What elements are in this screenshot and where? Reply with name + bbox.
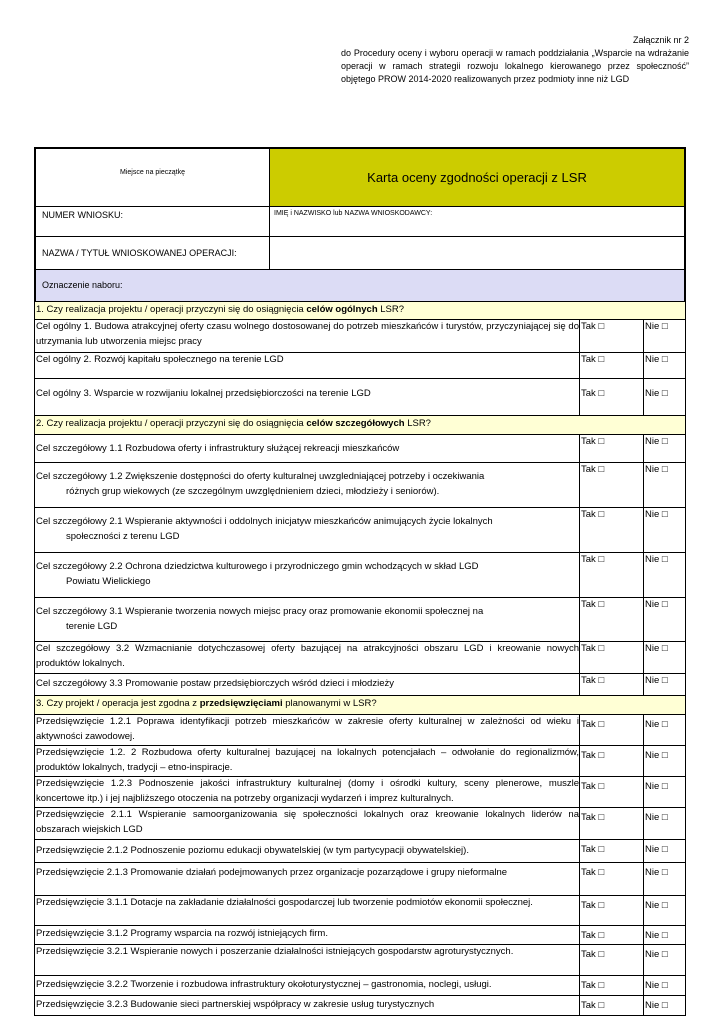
undertaking-text: Przedsięwzięcie 1.2.1 Poprawa identyfikacji potrzeb mieszkańców w zakresie oferty kulturalnej w zależności od wieku i aktywności zawodowej. <box>35 715 580 745</box>
no-checkbox[interactable]: Nie □ <box>645 867 668 878</box>
operation-name-field[interactable] <box>270 237 684 269</box>
table-row <box>35 598 685 642</box>
applicant-name-field[interactable]: IMIĘ i NAZWISKO lub NAZWA WNIOSKODAWCY: <box>274 210 433 217</box>
document-header <box>341 34 689 86</box>
yes-checkbox[interactable]: Tak □ <box>580 642 644 673</box>
no-checkbox[interactable]: Nie □ <box>645 675 668 686</box>
yes-checkbox[interactable]: Tak □ <box>580 746 644 776</box>
undertaking-text: Przedsięwzięcie 3.1.2 Programy wsparcia na rozwój istniejących firm. <box>35 926 580 944</box>
goal-text: Cel ogólny 2. Rozwój kapitału społecznego na terenie LGD <box>35 353 580 378</box>
yes-checkbox[interactable]: Tak □ <box>580 508 644 552</box>
table-row <box>35 863 685 896</box>
yes-checkbox[interactable]: Tak □ <box>580 840 644 862</box>
table-row <box>35 715 685 746</box>
goal-text: Cel szczegółowy 2.1 Wspieranie aktywności i oddolnych inicjatyw mieszkańców animujących życie lokalnych społeczności z terenu LGD <box>35 508 580 552</box>
no-checkbox[interactable]: Nie □ <box>645 781 668 792</box>
yes-checkbox[interactable]: Tak □ <box>580 353 644 378</box>
no-checkbox[interactable]: Nie □ <box>645 900 668 911</box>
goal-text: Cel szczegółowy 3.3 Promowanie postaw przedsiębiorczych wśród dzieci i młodzieży <box>35 674 580 695</box>
yes-checkbox[interactable]: Tak □ <box>580 808 644 839</box>
undertaking-text: Przedsięwzięcie 3.2.3 Budowanie sieci partnerskiej współpracy w zakresie usług turystycznych <box>35 996 580 1015</box>
yes-checkbox[interactable]: Tak □ <box>580 379 644 415</box>
goal-text: Cel szczegółowy 1.2 Zwiększenie dostępności do oferty kulturalnej uwzgledniającej potrzeby i oczekiwania różnych grup wiekowych (ze szczególnym uwzględnieniem dzieci, młodzieży i seniorów). <box>35 463 580 507</box>
no-checkbox[interactable]: Nie □ <box>645 719 668 730</box>
question-2: 2. Czy realizacja projektu / operacji przyczyni się do osiągnięcia celów szczegółowych LSR? <box>35 416 685 435</box>
yes-checkbox[interactable]: Tak □ <box>580 715 644 745</box>
undertaking-text: Przedsięwzięcie 1.2. 2 Rozbudowa oferty kulturalnej bazującej na lokalnych potencjałach – odwołanie do regionalizmów, produktów lokalnych, tradycji – etno-inspiracje. <box>35 746 580 776</box>
table-row <box>35 508 685 553</box>
goal-text: Cel szczegółowy 2.2 Ochrona dziedzictwa kulturowego i przyrodniczego gmin wchodzących w skład LGD Powiatu Wielickiego <box>35 553 580 597</box>
undertaking-text: Przedsięwzięcie 3.2.1 Wspieranie nowych i poszerzanie działalności istniejących gospodarstw agroturystycznych. <box>35 945 580 975</box>
table-row <box>35 996 685 1016</box>
table-row <box>35 320 685 353</box>
undertaking-text: Przedsięwzięcie 2.1.1 Wspieranie samoorganizowania się społeczności lokalnych oraz kreowanie lokalnych liderów na obszarach wiejskich LGD <box>35 808 580 839</box>
yes-checkbox[interactable]: Tak □ <box>580 996 644 1015</box>
undertaking-text: Przedsięwzięcie 1.2.3 Podnoszenie jakości infrastruktury kulturalnej (domy i ośrodki kultury, sceny plenerowe, muszle koncertowe itp.) i jej najbliższego otoczenia na potrzeby organizacji wydarzeń i imprez kulturalnych. <box>35 777 580 807</box>
operation-name-label: NAZWA / TYTUŁ WNIOSKOWANEJ OPERACJI: <box>36 237 270 269</box>
recruitment-field[interactable]: Oznaczenie naboru: <box>36 270 684 310</box>
application-number-field[interactable]: NUMER WNIOSKU: <box>36 207 270 236</box>
annex-description: do Procedury oceny i wyboru operacji w ramach poddziałania „Wsparcie na wdrażanie operacji w ramach strategii rozwoju lokalnego kierowanego przez społeczność” objętego PROW 2014-2020 realizowanych przez podmioty inne niż LGD <box>341 48 689 84</box>
yes-checkbox[interactable]: Tak □ <box>580 435 644 462</box>
goal-text: Cel szczegółowy 3.1 Wspieranie tworzenia nowych miejsc pracy oraz promowanie ekonomii społecznej na terenie LGD <box>35 598 580 641</box>
no-checkbox[interactable]: Nie □ <box>645 643 668 654</box>
table-row <box>35 945 685 976</box>
card-title: Karta oceny zgodności operacji z LSR <box>270 149 684 206</box>
table-row <box>35 808 685 840</box>
table-row <box>35 463 685 508</box>
yes-checkbox[interactable]: Tak □ <box>580 945 644 975</box>
card-header-box <box>34 147 686 312</box>
no-checkbox[interactable]: Nie □ <box>645 509 668 520</box>
no-checkbox[interactable]: Nie □ <box>645 980 668 991</box>
no-checkbox[interactable]: Nie □ <box>645 1000 668 1011</box>
table-row <box>35 379 685 416</box>
yes-checkbox[interactable]: Tak □ <box>580 674 644 695</box>
goal-text: Cel ogólny 1. Budowa atrakcyjnej oferty czasu wolnego dostosowanej do potrzeb mieszkańców i turystów, przyczyniającej się do utrzymania lub utworzenia miejsc pracy <box>35 320 580 352</box>
table-row <box>35 926 685 945</box>
no-checkbox[interactable]: Nie □ <box>645 554 668 565</box>
goal-text: Cel szczegółowy 3.2 Wzmacnianie dotychczasowej oferty bazującej na atrakcyjności obszaru LGD i kreowanie nowych produktów lokalnych. <box>35 642 580 673</box>
question-1: 1. Czy realizacja projektu / operacji przyczyni się do osiągnięcia celów ogólnych LSR? <box>35 301 685 320</box>
undertaking-text: Przedsięwzięcie 2.1.2 Podnoszenie poziomu edukacji obywatelskiej (w tym partycypacji obywatelskiej). <box>35 840 580 862</box>
table-row <box>35 777 685 808</box>
question-3: 3. Czy projekt / operacja jest zgodna z przedsięwzięciami planowanymi w LSR? <box>35 696 685 715</box>
no-checkbox[interactable]: Nie □ <box>645 930 668 941</box>
table-row <box>35 840 685 863</box>
evaluation-table <box>34 301 686 1016</box>
undertaking-text: Przedsięwzięcie 2.1.3 Promowanie działań podejmowanych przez organizacje pozarządowe i grupy nieformalne <box>35 863 580 895</box>
no-checkbox[interactable]: Nie □ <box>645 599 668 610</box>
no-checkbox[interactable]: Nie □ <box>645 388 668 399</box>
table-row <box>35 642 685 674</box>
yes-checkbox[interactable]: Tak □ <box>580 463 644 507</box>
table-row <box>35 353 685 379</box>
yes-checkbox[interactable]: Tak □ <box>580 976 644 995</box>
no-checkbox[interactable]: Nie □ <box>645 844 668 855</box>
yes-checkbox[interactable]: Tak □ <box>580 896 644 925</box>
undertaking-text: Przedsięwzięcie 3.1.1 Dotacje na zakładanie działalności gospodarczej lub tworzenie podmiotów ekonomii społecznej. <box>35 896 580 925</box>
table-row <box>35 896 685 926</box>
no-checkbox[interactable]: Nie □ <box>645 949 668 960</box>
no-checkbox[interactable]: Nie □ <box>645 321 668 332</box>
yes-checkbox[interactable]: Tak □ <box>580 553 644 597</box>
stamp-area: Miejsce na pieczątkę <box>36 149 270 206</box>
no-checkbox[interactable]: Nie □ <box>645 464 668 475</box>
yes-checkbox[interactable]: Tak □ <box>580 777 644 807</box>
table-row <box>35 553 685 598</box>
annex-number: Załącznik nr 2 <box>632 35 689 45</box>
no-checkbox[interactable]: Nie □ <box>645 812 668 823</box>
yes-checkbox[interactable]: Tak □ <box>580 320 644 352</box>
yes-checkbox[interactable]: Tak □ <box>580 863 644 895</box>
no-checkbox[interactable]: Nie □ <box>645 750 668 761</box>
no-checkbox[interactable]: Nie □ <box>645 354 668 365</box>
table-row <box>35 674 685 696</box>
goal-text: Cel szczegółowy 1.1 Rozbudowa oferty i infrastruktury służącej rekreacji mieszkańców <box>35 435 580 462</box>
table-row <box>35 976 685 996</box>
table-row <box>35 435 685 463</box>
undertaking-text: Przedsięwzięcie 3.2.2 Tworzenie i rozbudowa infrastruktury okołoturystycznej – gastronomia, noclegi, usługi. <box>35 976 580 995</box>
yes-checkbox[interactable]: Tak □ <box>580 598 644 641</box>
yes-checkbox[interactable]: Tak □ <box>580 926 644 944</box>
table-row <box>35 746 685 777</box>
goal-text: Cel ogólny 3. Wsparcie w rozwijaniu lokalnej przedsiębiorczości na terenie LGD <box>35 379 580 415</box>
no-checkbox[interactable]: Nie □ <box>645 436 668 447</box>
